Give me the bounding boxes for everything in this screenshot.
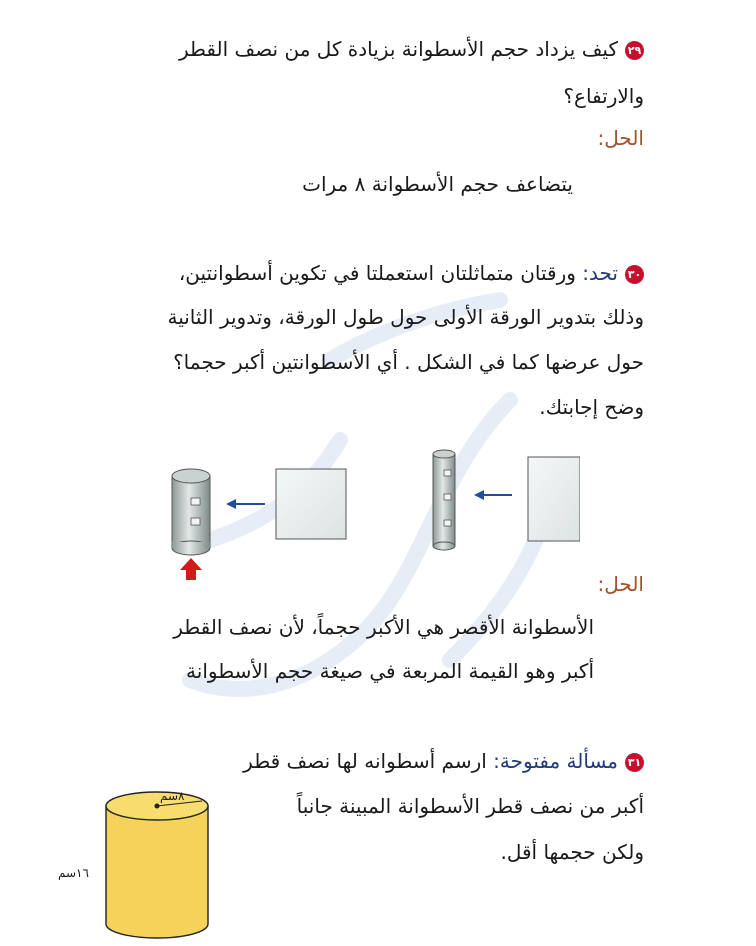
red-up-arrow — [180, 558, 202, 580]
q30-line2: وذلك بتدوير الورقة الأولى حول طول الورقة، وتدوير الثانية — [167, 305, 644, 329]
q31-label: مسألة مفتوحة: — [493, 749, 618, 773]
q29-answer: يتضاعف حجم الأسطوانة ٨ مرات — [302, 172, 573, 196]
q30-line4: وضح إجابتك. — [539, 395, 644, 419]
q31-line2: أكبر من نصف قطر الأسطوانة المبينة جانباً — [296, 794, 644, 818]
q31-line1: ٣١مسألة مفتوحة: ارسم أسطوانه لها نصف قطر — [243, 747, 644, 775]
q30-line3: حول عرضها كما في الشكل . أي الأسطوانتين أكبر حجما؟ — [173, 350, 644, 374]
cylinders-figure — [160, 448, 580, 588]
q29-solution-label: الحل: — [597, 126, 644, 150]
short-cylinder — [172, 469, 210, 555]
radius-label: ٨سم — [160, 789, 185, 803]
q30-answer-line1: الأسطوانة الأقصر هي الأكبر حجماً، لأن نصف القطر — [173, 615, 594, 639]
paper-sheet-rectangle — [528, 457, 580, 541]
q31-number-badge: ٣١ — [625, 753, 644, 772]
q29-number-badge: ٢٩ — [625, 41, 644, 60]
q30-answer-line2: أكبر وهو القيمة المربعة في صيغة حجم الأسطوانة — [186, 659, 594, 683]
tall-cylinder — [433, 450, 455, 550]
q30-number-badge: ٣٠ — [625, 265, 644, 284]
yellow-cylinder — [104, 784, 210, 942]
q30-label: تحد: — [582, 261, 618, 285]
height-label: ١٦سم — [58, 866, 89, 880]
q29-line1: ٢٩كيف يزداد حجم الأسطوانة بزيادة كل من نصف القطر — [179, 35, 644, 63]
q31-line3: ولكن حجمها أقل. — [500, 840, 644, 864]
q30-solution-label: الحل: — [597, 572, 644, 596]
q29-line2: والارتفاع؟ — [563, 84, 644, 108]
paper-sheet-square — [276, 469, 346, 539]
blue-arrow-left-1 — [226, 499, 265, 509]
q30-line1: ٣٠تحد: ورقتان متماثلتان استعملتا في تكوين أسطوانتين، — [179, 259, 644, 287]
blue-arrow-left-2 — [474, 490, 512, 500]
